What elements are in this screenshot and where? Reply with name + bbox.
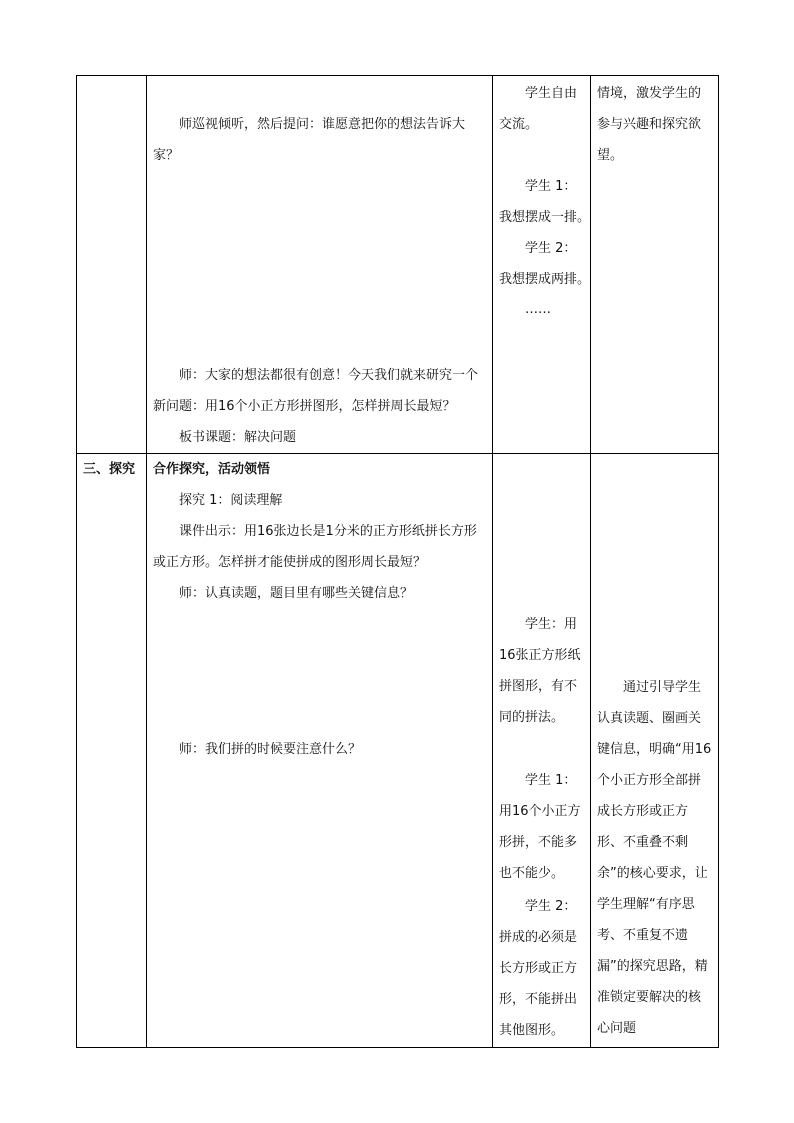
- student-text: 学生 2：拼成的必须是长方形或正方形，不能拼出其他图形。: [499, 899, 578, 1038]
- lesson-plan-table: [76, 75, 719, 1048]
- student-activity-cell: [493, 454, 591, 1048]
- table-row: [77, 454, 719, 1048]
- teacher-text: 师：大家的想法都很有创意！今天我们就来研究一个新问题：用16个小正方形拼图形，怎样拼周长最短？: [153, 368, 479, 414]
- student-text: 学生 1：用16个小正方形拼，不能多也不能少。: [499, 773, 581, 881]
- teacher-text: 师：认真读题，题目里有哪些关键信息？: [179, 586, 414, 601]
- design-intent-cell: [591, 76, 719, 454]
- student-text: ……: [525, 302, 551, 317]
- teacher-text: 师巡视倾听，然后提问：谁愿意把你的想法告诉大家？: [153, 117, 466, 163]
- stage-cell: [77, 454, 147, 1048]
- stage-cell: [77, 76, 147, 454]
- student-text: 我想摆成两排。: [499, 272, 591, 287]
- table-row: [77, 76, 719, 454]
- student-text: 学生自由交流。: [499, 86, 578, 132]
- stage-label: 三、探究: [83, 462, 136, 477]
- section-heading: 合作探究，活动领悟: [153, 462, 271, 477]
- student-text: 学生 2：: [525, 241, 577, 256]
- design-intent-cell: [591, 454, 719, 1048]
- student-text: 学生：用16张正方形纸拼图形，有不同的拼法。: [499, 617, 581, 725]
- teacher-activity-cell: [147, 76, 493, 454]
- intent-text: 通过引导学生认真读题、圈画关键信息，明确“用16个小正方形全部拼成长方形或正方形、不重叠不剩余”的核心要求，让学生理解“有序思考、不重复不遗漏”的探究思路，精准锁定要解决的核心问题: [597, 680, 712, 1036]
- teacher-text: 师：我们拼的时候要注意什么？: [179, 742, 362, 757]
- teacher-text: 板书课题：解决问题: [179, 430, 297, 445]
- intent-text: 情境，激发学生的参与兴趣和探究欲望。: [597, 86, 702, 163]
- student-activity-cell: [493, 76, 591, 454]
- teacher-activity-cell: [147, 454, 493, 1048]
- teacher-text: 探究 1：阅读理解: [179, 493, 283, 508]
- student-text: 我想摆成一排。: [499, 210, 591, 225]
- student-text: 学生 1：: [525, 179, 577, 194]
- teacher-text: 课件出示：用16张边长是1分米的正方形纸拼长方形或正方形。怎样拼才能使拼成的图形周长最短？: [153, 524, 477, 570]
